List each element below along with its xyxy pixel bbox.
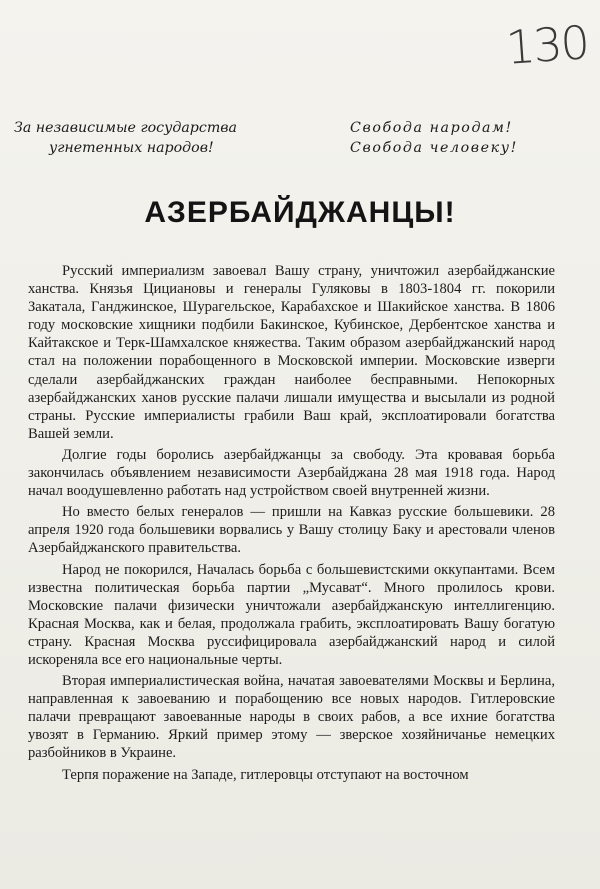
paragraph: Народ не покорился, Началась борьба с большевистскими оккупантами. Всем известна политическая борьба партии „Мусават“. Много пролилось крови. Московские палачи физически уничтожали азербайджанскую интеллигенцию. Красная Москва, как и белая, продолжала грабить, эксплоатировать Вашу богатую страну. Красная Москва руссифицировала азербайджанский народ и силой искореняла все его национальные черты. (28, 561, 555, 668)
paragraph: Терпя поражение на Западе, гитлеровцы отступают на восточном (62, 766, 469, 783)
paragraph: Русский империализм завоевал Вашу страну, уничтожил азербайджанские ханства. Князья Цициановы и генералы Гуляковы в 1803-1804 гг. покорили Закатала, Ганджинское, Шурагельское, Карабахское и Шакийское ханства. В 1806 году московские хищники подбили Бакинское, Кубинское, Дербентское ханства и Кайтакское и Терк-Шамхалское княжества. Таким образом азербайджанский народ стал на положении порабощенного в Московской империи. Московские изверги сделали азербайджанских граждан наиболее бесправными. Непокорных азербайджанских ханов русские палачи лишали имущества и высылали из родной страны. Русские империалисты грабили Ваш край, эксплоатировали богатства Вашей земли. (28, 263, 555, 442)
motto-right-line-2: Свобода человеку! (350, 140, 518, 156)
paragraph: Долгие годы боролись азербайджанцы за свободу. Эта кровавая борьба закончилась объявлением независимости Азербайджана 28 мая 1918 года. Народ начал воодушевленно работать над устройством своей внутренней жизни. (28, 446, 555, 500)
motto-left-line-2: угнетенных народов! (49, 140, 214, 156)
header-mottos (0, 118, 600, 158)
document-title: АЗЕРБАЙДЖАНЦЫ! (144, 196, 456, 229)
motto-left (14, 118, 237, 158)
paragraph: Вторая империалистическая война, начатая завоевателями Москвы и Берлина, направленная к завоеванию и порабощению все новых народов. Гитлеровские палачи превращают завоеванные народы в своих рабов, а все ихние богатства увозят в Германию. Яркий пример этому — зверское хозяйничанье немецких разбойников в Украине. (28, 673, 555, 762)
motto-left-line-1: За независимые государства (14, 120, 237, 136)
paragraph: Но вместо белых генералов — пришли на Кавказ русские большевики. 28 апреля 1920 года большевики ворвались у Вашу столицу Баку и арестовали членов Азербайджанского правительства. (28, 504, 555, 557)
motto-right (350, 118, 518, 158)
motto-right-line-1: Свобода народам! (350, 120, 513, 136)
handwritten-page-number: 130 (504, 15, 590, 75)
document-body (28, 262, 555, 784)
